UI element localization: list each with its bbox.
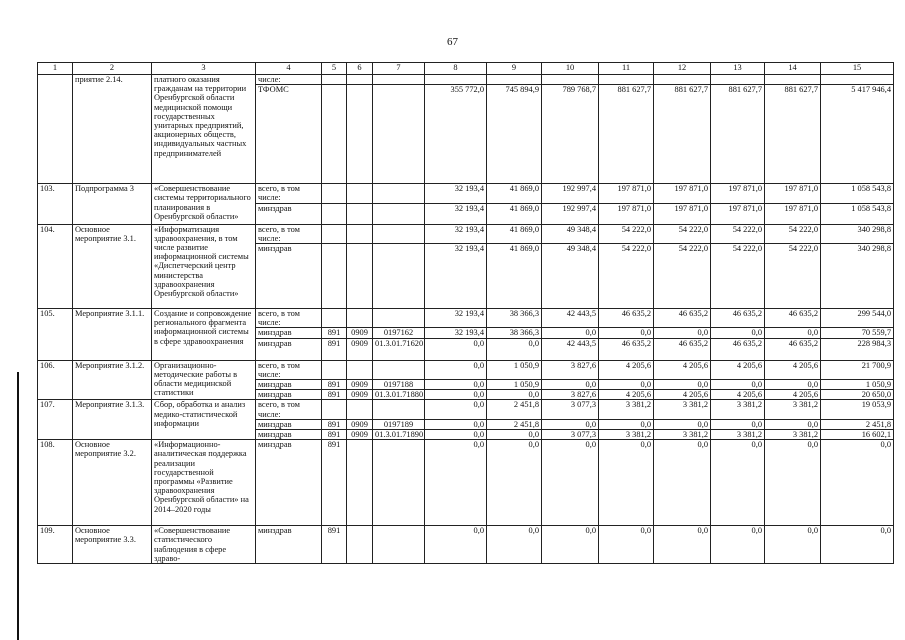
value-cell: 32 193,4	[425, 309, 487, 328]
value-cell: 0,0	[711, 419, 765, 429]
value-cell: 197 871,0	[654, 184, 711, 203]
header-cell: 8	[425, 63, 487, 75]
header-cell: 10	[542, 63, 599, 75]
value-cell: 0,0	[599, 328, 654, 338]
table-row	[38, 526, 894, 564]
value-cell: 46 635,2	[654, 338, 711, 360]
value-cell: 1 050,9	[487, 380, 542, 390]
value-cell: 0,0	[425, 400, 487, 419]
value-cell: 0,0	[821, 526, 894, 564]
table-row	[38, 400, 894, 419]
item-code: Основное мероприятие 3.3.	[73, 526, 152, 564]
table-row	[38, 184, 894, 203]
executor: минздрав	[256, 203, 322, 224]
value-cell: 49 348,4	[542, 224, 599, 243]
value-cell: 0,0	[765, 328, 821, 338]
ministry-code: 891	[322, 440, 347, 526]
header-row	[38, 63, 894, 75]
value-cell: 0,0	[425, 338, 487, 360]
value-cell: 41 869,0	[487, 184, 542, 203]
value-cell: 0,0	[487, 390, 542, 400]
value-cell: 46 635,2	[765, 309, 821, 328]
header-cell: 12	[654, 63, 711, 75]
item-title: платного оказания гражданам на территории Оренбургской области медицинской помощи государственных унитарных предприятий, акционерных обществ, индивидуальных частных предпринимателей	[152, 75, 256, 184]
value-cell: 3 381,2	[599, 430, 654, 440]
value-cell: 54 222,0	[711, 224, 765, 243]
value-cell: 3 381,2	[711, 400, 765, 419]
value-cell: 3 381,2	[654, 400, 711, 419]
value-cell: 32 193,4	[425, 224, 487, 243]
value-cell: 0,0	[542, 380, 599, 390]
section-code: 0909	[347, 380, 373, 390]
executor: всего, в том числе:	[256, 360, 322, 379]
value-cell: 0,0	[425, 430, 487, 440]
section-code: 0909	[347, 338, 373, 360]
value-cell: 355 772,0	[425, 85, 487, 184]
row-number: 105.	[38, 309, 73, 361]
value-cell: 46 635,2	[599, 338, 654, 360]
value-cell: 0,0	[711, 440, 765, 526]
value-cell: 0,0	[425, 390, 487, 400]
table-row	[38, 360, 894, 379]
header-cell: 9	[487, 63, 542, 75]
value-cell: 42 443,5	[542, 338, 599, 360]
executor: минздрав	[256, 430, 322, 440]
header-cell: 2	[73, 63, 152, 75]
item-code: Мероприятие 3.1.3.	[73, 400, 152, 440]
value-cell: 1 058 543,8	[821, 184, 894, 203]
ministry-code: 891	[322, 419, 347, 429]
value-cell: 54 222,0	[765, 224, 821, 243]
item-code: Мероприятие 3.1.1.	[73, 309, 152, 361]
value-cell: 4 205,6	[599, 390, 654, 400]
item-title: «Совершенствование статистического наблюдения в сфере здраво-	[152, 526, 256, 564]
target-code: 01.3.01.71890	[373, 430, 425, 440]
table-row	[38, 75, 894, 85]
ministry-code: 891	[322, 390, 347, 400]
value-cell: 197 871,0	[765, 184, 821, 203]
value-cell: 745 894,9	[487, 85, 542, 184]
value-cell: 3 381,2	[599, 400, 654, 419]
value-cell: 4 205,6	[765, 360, 821, 379]
row-number: 103.	[38, 184, 73, 224]
row-number: 109.	[38, 526, 73, 564]
value-cell: 49 348,4	[542, 244, 599, 309]
value-cell: 0,0	[765, 526, 821, 564]
value-cell: 197 871,0	[599, 184, 654, 203]
value-cell: 299 544,0	[821, 309, 894, 328]
value-cell: 46 635,2	[765, 338, 821, 360]
value-cell: 0,0	[654, 419, 711, 429]
value-cell: 46 635,2	[654, 309, 711, 328]
value-cell: 340 298,8	[821, 224, 894, 243]
value-cell: 46 635,2	[599, 309, 654, 328]
executor: минздрав	[256, 244, 322, 309]
value-cell: 54 222,0	[654, 224, 711, 243]
value-cell: 41 869,0	[487, 244, 542, 309]
value-cell: 41 869,0	[487, 224, 542, 243]
value-cell: 32 193,4	[425, 203, 487, 224]
row-number: 106.	[38, 360, 73, 400]
value-cell: 3 077,3	[542, 430, 599, 440]
value-cell: 0,0	[425, 526, 487, 564]
value-cell: 38 366,3	[487, 328, 542, 338]
budget-table	[37, 62, 894, 564]
ministry-code: 891	[322, 328, 347, 338]
value-cell: 0,0	[599, 526, 654, 564]
value-cell: 54 222,0	[654, 244, 711, 309]
value-cell: 0,0	[654, 380, 711, 390]
value-cell: 0,0	[487, 526, 542, 564]
executor: всего, в том числе:	[256, 309, 322, 328]
item-code: Подпрограмма 3	[73, 184, 152, 224]
value-cell: 0,0	[599, 440, 654, 526]
value-cell: 32 193,4	[425, 244, 487, 309]
header-cell: 4	[256, 63, 322, 75]
item-title: «Совершенствование системы территориального планирования в Оренбургской области»	[152, 184, 256, 224]
value-cell: 46 635,2	[711, 309, 765, 328]
value-cell: 1 050,9	[487, 360, 542, 379]
value-cell: 0,0	[542, 328, 599, 338]
header-cell: 11	[599, 63, 654, 75]
table-row	[38, 224, 894, 243]
value-cell: 881 627,7	[654, 85, 711, 184]
ministry-code: 891	[322, 338, 347, 360]
header-cell: 7	[373, 63, 425, 75]
header-cell: 3	[152, 63, 256, 75]
value-cell: 0,0	[599, 380, 654, 390]
value-cell: 4 205,6	[765, 390, 821, 400]
executor: ТФОМС	[256, 85, 322, 184]
executor: минздрав	[256, 338, 322, 360]
value-cell: 881 627,7	[599, 85, 654, 184]
item-title: «Информационно-аналитическая поддержка реализации государственной программы «Развитие здравоохранения Оренбургской области» на 2014–2020 годы	[152, 440, 256, 526]
section-code: 0909	[347, 328, 373, 338]
executor: минздрав	[256, 526, 322, 564]
item-title: Организационно-методические работы в области медицинской статистики	[152, 360, 256, 400]
value-cell: 789 768,7	[542, 85, 599, 184]
value-cell: 0,0	[425, 380, 487, 390]
value-cell: 4 205,6	[711, 390, 765, 400]
value-cell: 19 053,9	[821, 400, 894, 419]
value-cell: 197 871,0	[711, 184, 765, 203]
executor: минздрав	[256, 380, 322, 390]
value-cell: 0,0	[425, 440, 487, 526]
value-cell: 38 366,3	[487, 309, 542, 328]
value-cell: 3 381,2	[765, 430, 821, 440]
value-cell: 0,0	[711, 380, 765, 390]
value-cell: 20 650,0	[821, 390, 894, 400]
executor: минздрав	[256, 440, 322, 526]
value-cell: 4 205,6	[599, 360, 654, 379]
row-number: 104.	[38, 224, 73, 308]
row-number: 107.	[38, 400, 73, 440]
value-cell: 0,0	[487, 338, 542, 360]
value-cell: 0,0	[765, 419, 821, 429]
target-code: 0197189	[373, 419, 425, 429]
section-code: 0909	[347, 430, 373, 440]
value-cell: 340 298,8	[821, 244, 894, 309]
table-row	[38, 440, 894, 526]
executor: всего, в том числе:	[256, 224, 322, 243]
item-title: Сбор, обработка и анализ медико-статистической информации	[152, 400, 256, 440]
value-cell: 228 984,3	[821, 338, 894, 360]
header-cell: 6	[347, 63, 373, 75]
value-cell: 197 871,0	[711, 203, 765, 224]
value-cell: 881 627,7	[765, 85, 821, 184]
target-code: 0197188	[373, 380, 425, 390]
value-cell: 42 443,5	[542, 309, 599, 328]
value-cell: 46 635,2	[711, 338, 765, 360]
value-cell: 4 205,6	[654, 360, 711, 379]
item-title: Создание и сопровождение регионального фрагмента информационной системы в сфере здравоохранения	[152, 309, 256, 361]
value-cell: 4 205,6	[654, 390, 711, 400]
value-cell: 3 077,3	[542, 400, 599, 419]
value-cell: 3 381,2	[765, 400, 821, 419]
value-cell: 0,0	[487, 440, 542, 526]
value-cell: 0,0	[487, 430, 542, 440]
item-code: Мероприятие 3.1.2.	[73, 360, 152, 400]
header-cell: 14	[765, 63, 821, 75]
value-cell: 197 871,0	[765, 203, 821, 224]
scan-margin-bar	[17, 372, 19, 640]
value-cell: 70 559,7	[821, 328, 894, 338]
header-cell: 15	[821, 63, 894, 75]
value-cell: 32 193,4	[425, 328, 487, 338]
value-cell: 21 700,9	[821, 360, 894, 379]
value-cell: 3 827,6	[542, 390, 599, 400]
executor: всего, в том числе:	[256, 184, 322, 203]
ministry-code: 891	[322, 380, 347, 390]
header-cell: 5	[322, 63, 347, 75]
value-cell: 16 602,1	[821, 430, 894, 440]
row-number: 108.	[38, 440, 73, 526]
value-cell: 0,0	[425, 360, 487, 379]
value-cell: 0,0	[821, 440, 894, 526]
header-cell: 13	[711, 63, 765, 75]
executor: числе:	[256, 75, 322, 85]
section-code: 0909	[347, 419, 373, 429]
value-cell: 1 050,9	[821, 380, 894, 390]
value-cell: 2 451,8	[487, 419, 542, 429]
target-code: 0197162	[373, 328, 425, 338]
value-cell: 197 871,0	[654, 203, 711, 224]
item-code: Основное мероприятие 3.2.	[73, 440, 152, 526]
item-code: приятие 2.14.	[73, 75, 152, 184]
target-code: 01.3.01.71620	[373, 338, 425, 360]
section-code: 0909	[347, 390, 373, 400]
executor: минздрав	[256, 328, 322, 338]
value-cell: 0,0	[711, 328, 765, 338]
value-cell: 0,0	[599, 419, 654, 429]
item-title: «Информатизация здравоохранения, в том числе развитие информационной системы «Диспетчерский центр министерства здравоохранения Оренбургской области»	[152, 224, 256, 308]
value-cell: 0,0	[542, 440, 599, 526]
value-cell: 54 222,0	[599, 244, 654, 309]
value-cell: 5 417 946,4	[821, 85, 894, 184]
value-cell: 192 997,4	[542, 203, 599, 224]
value-cell: 54 222,0	[711, 244, 765, 309]
item-code: Основное мероприятие 3.1.	[73, 224, 152, 308]
value-cell: 54 222,0	[599, 224, 654, 243]
ministry-code: 891	[322, 526, 347, 564]
value-cell: 3 381,2	[711, 430, 765, 440]
page-number: 67	[447, 36, 458, 48]
value-cell: 2 451,8	[487, 400, 542, 419]
value-cell: 0,0	[425, 419, 487, 429]
target-code: 01.3.01.71880	[373, 390, 425, 400]
executor: минздрав	[256, 390, 322, 400]
ministry-code: 891	[322, 430, 347, 440]
value-cell: 3 381,2	[654, 430, 711, 440]
value-cell: 2 451,8	[821, 419, 894, 429]
value-cell: 0,0	[654, 440, 711, 526]
value-cell: 0,0	[654, 526, 711, 564]
value-cell: 3 827,6	[542, 360, 599, 379]
value-cell: 0,0	[654, 328, 711, 338]
executor: минздрав	[256, 419, 322, 429]
value-cell: 0,0	[542, 526, 599, 564]
executor: всего, в том числе:	[256, 400, 322, 419]
value-cell: 32 193,4	[425, 184, 487, 203]
value-cell: 54 222,0	[765, 244, 821, 309]
value-cell: 1 058 543,8	[821, 203, 894, 224]
value-cell: 4 205,6	[711, 360, 765, 379]
value-cell: 0,0	[765, 380, 821, 390]
table-row	[38, 309, 894, 328]
value-cell: 0,0	[765, 440, 821, 526]
value-cell: 0,0	[542, 419, 599, 429]
value-cell: 41 869,0	[487, 203, 542, 224]
row-number	[38, 75, 73, 184]
value-cell: 881 627,7	[711, 85, 765, 184]
header-cell: 1	[38, 63, 73, 75]
value-cell: 0,0	[711, 526, 765, 564]
value-cell: 192 997,4	[542, 184, 599, 203]
value-cell: 197 871,0	[599, 203, 654, 224]
